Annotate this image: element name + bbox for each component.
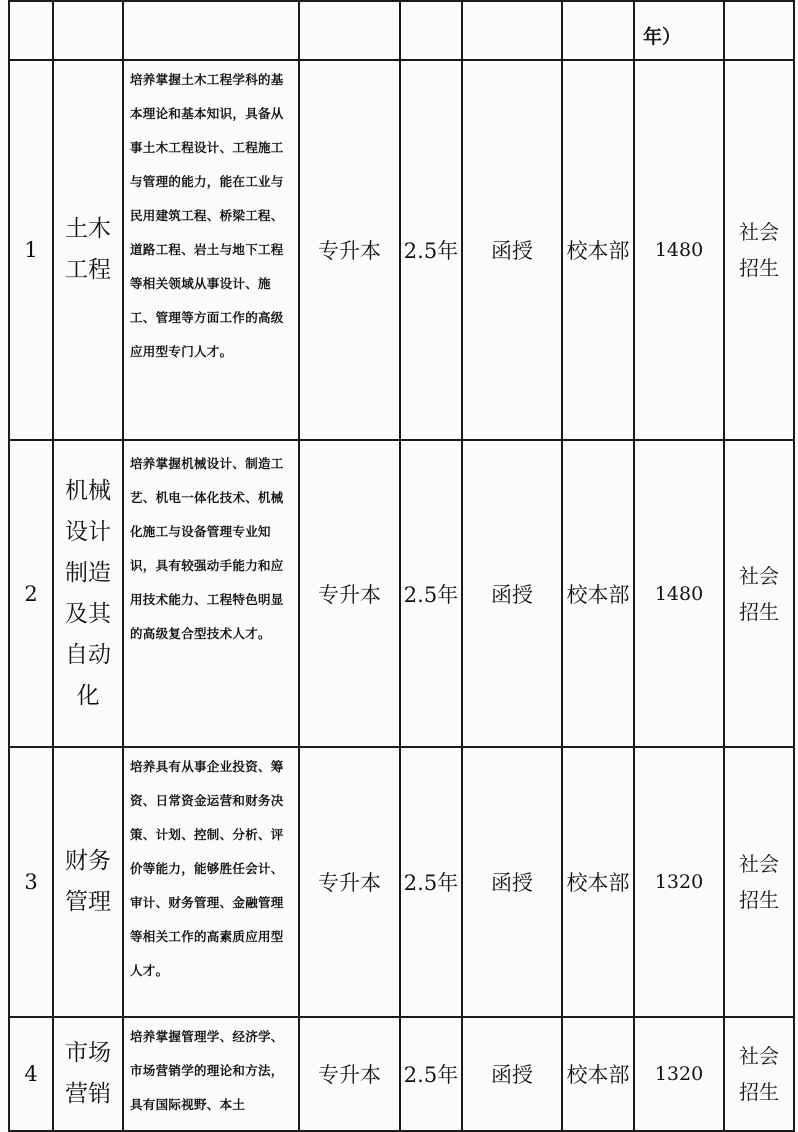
header-cell <box>9 1 53 60</box>
table-row <box>9 60 794 440</box>
row-number: 2 <box>9 440 53 747</box>
enrollment-target: 社会招生 <box>724 60 794 440</box>
row-number: 1 <box>9 60 53 440</box>
table-row <box>9 1017 794 1131</box>
header-cell <box>562 1 634 60</box>
table-row <box>9 440 794 747</box>
study-level: 专升本 <box>299 747 400 1017</box>
study-site: 校本部 <box>562 1017 634 1131</box>
study-level: 专升本 <box>299 440 400 747</box>
major-description: 培养具有从事企业投资、筹资、日常资金运营和财务决策、计划、控制、分析、评价等能力，能够胜任会计、审计、财务管理、金融管理等相关工作的高素质应用型人才。 <box>123 747 299 1017</box>
study-duration: 2.5年 <box>400 1017 462 1131</box>
tuition-fee: 1320 <box>634 1017 724 1131</box>
row-number: 4 <box>9 1017 53 1131</box>
study-site: 校本部 <box>562 440 634 747</box>
study-level: 专升本 <box>299 60 400 440</box>
study-mode: 函授 <box>462 747 562 1017</box>
header-fee-fragment: 年） <box>634 1 724 60</box>
tuition-fee: 1480 <box>634 60 724 440</box>
major-description: 培养掌握管理学、经济学、市场营销学的理论和方法，具有国际视野、本土 <box>123 1017 299 1131</box>
study-mode: 函授 <box>462 440 562 747</box>
major-description: 培养掌握机械设计、制造工艺、机电一体化技术、机械化施工与设备管理专业知识，具有较强动手能力和应用技术能力、工程特色明显的高级复合型技术人才。 <box>123 440 299 747</box>
study-mode: 函授 <box>462 1017 562 1131</box>
study-level: 专升本 <box>299 1017 400 1131</box>
tuition-fee: 1480 <box>634 440 724 747</box>
table-row <box>9 747 794 1017</box>
header-row-fragment <box>9 1 794 60</box>
header-cell <box>299 1 400 60</box>
header-cell <box>53 1 123 60</box>
study-duration: 2.5年 <box>400 440 462 747</box>
study-duration: 2.5年 <box>400 747 462 1017</box>
major-name: 机械设计制造及其自动化 <box>53 440 123 747</box>
header-cell <box>724 1 794 60</box>
header-cell <box>462 1 562 60</box>
major-name: 财务管理 <box>53 747 123 1017</box>
header-cell <box>123 1 299 60</box>
study-duration: 2.5年 <box>400 60 462 440</box>
enrollment-target: 社会招生 <box>724 440 794 747</box>
enrollment-target: 社会招生 <box>724 747 794 1017</box>
study-site: 校本部 <box>562 60 634 440</box>
header-cell <box>400 1 462 60</box>
major-description: 培养掌握土木工程学科的基本理论和基本知识，具备从事土木工程设计、工程施工与管理的能力，能在工业与民用建筑工程、桥梁工程、道路工程、岩土与地下工程等相关领域从事设计、施工、管理等方面工作的高级应用型专门人才。 <box>123 60 299 440</box>
major-name: 市场营销 <box>53 1017 123 1131</box>
study-mode: 函授 <box>462 60 562 440</box>
enrollment-target: 社会招生 <box>724 1017 794 1131</box>
tuition-fee: 1320 <box>634 747 724 1017</box>
study-site: 校本部 <box>562 747 634 1017</box>
program-table <box>8 0 795 1132</box>
major-name: 土木工程 <box>53 60 123 440</box>
row-number: 3 <box>9 747 53 1017</box>
